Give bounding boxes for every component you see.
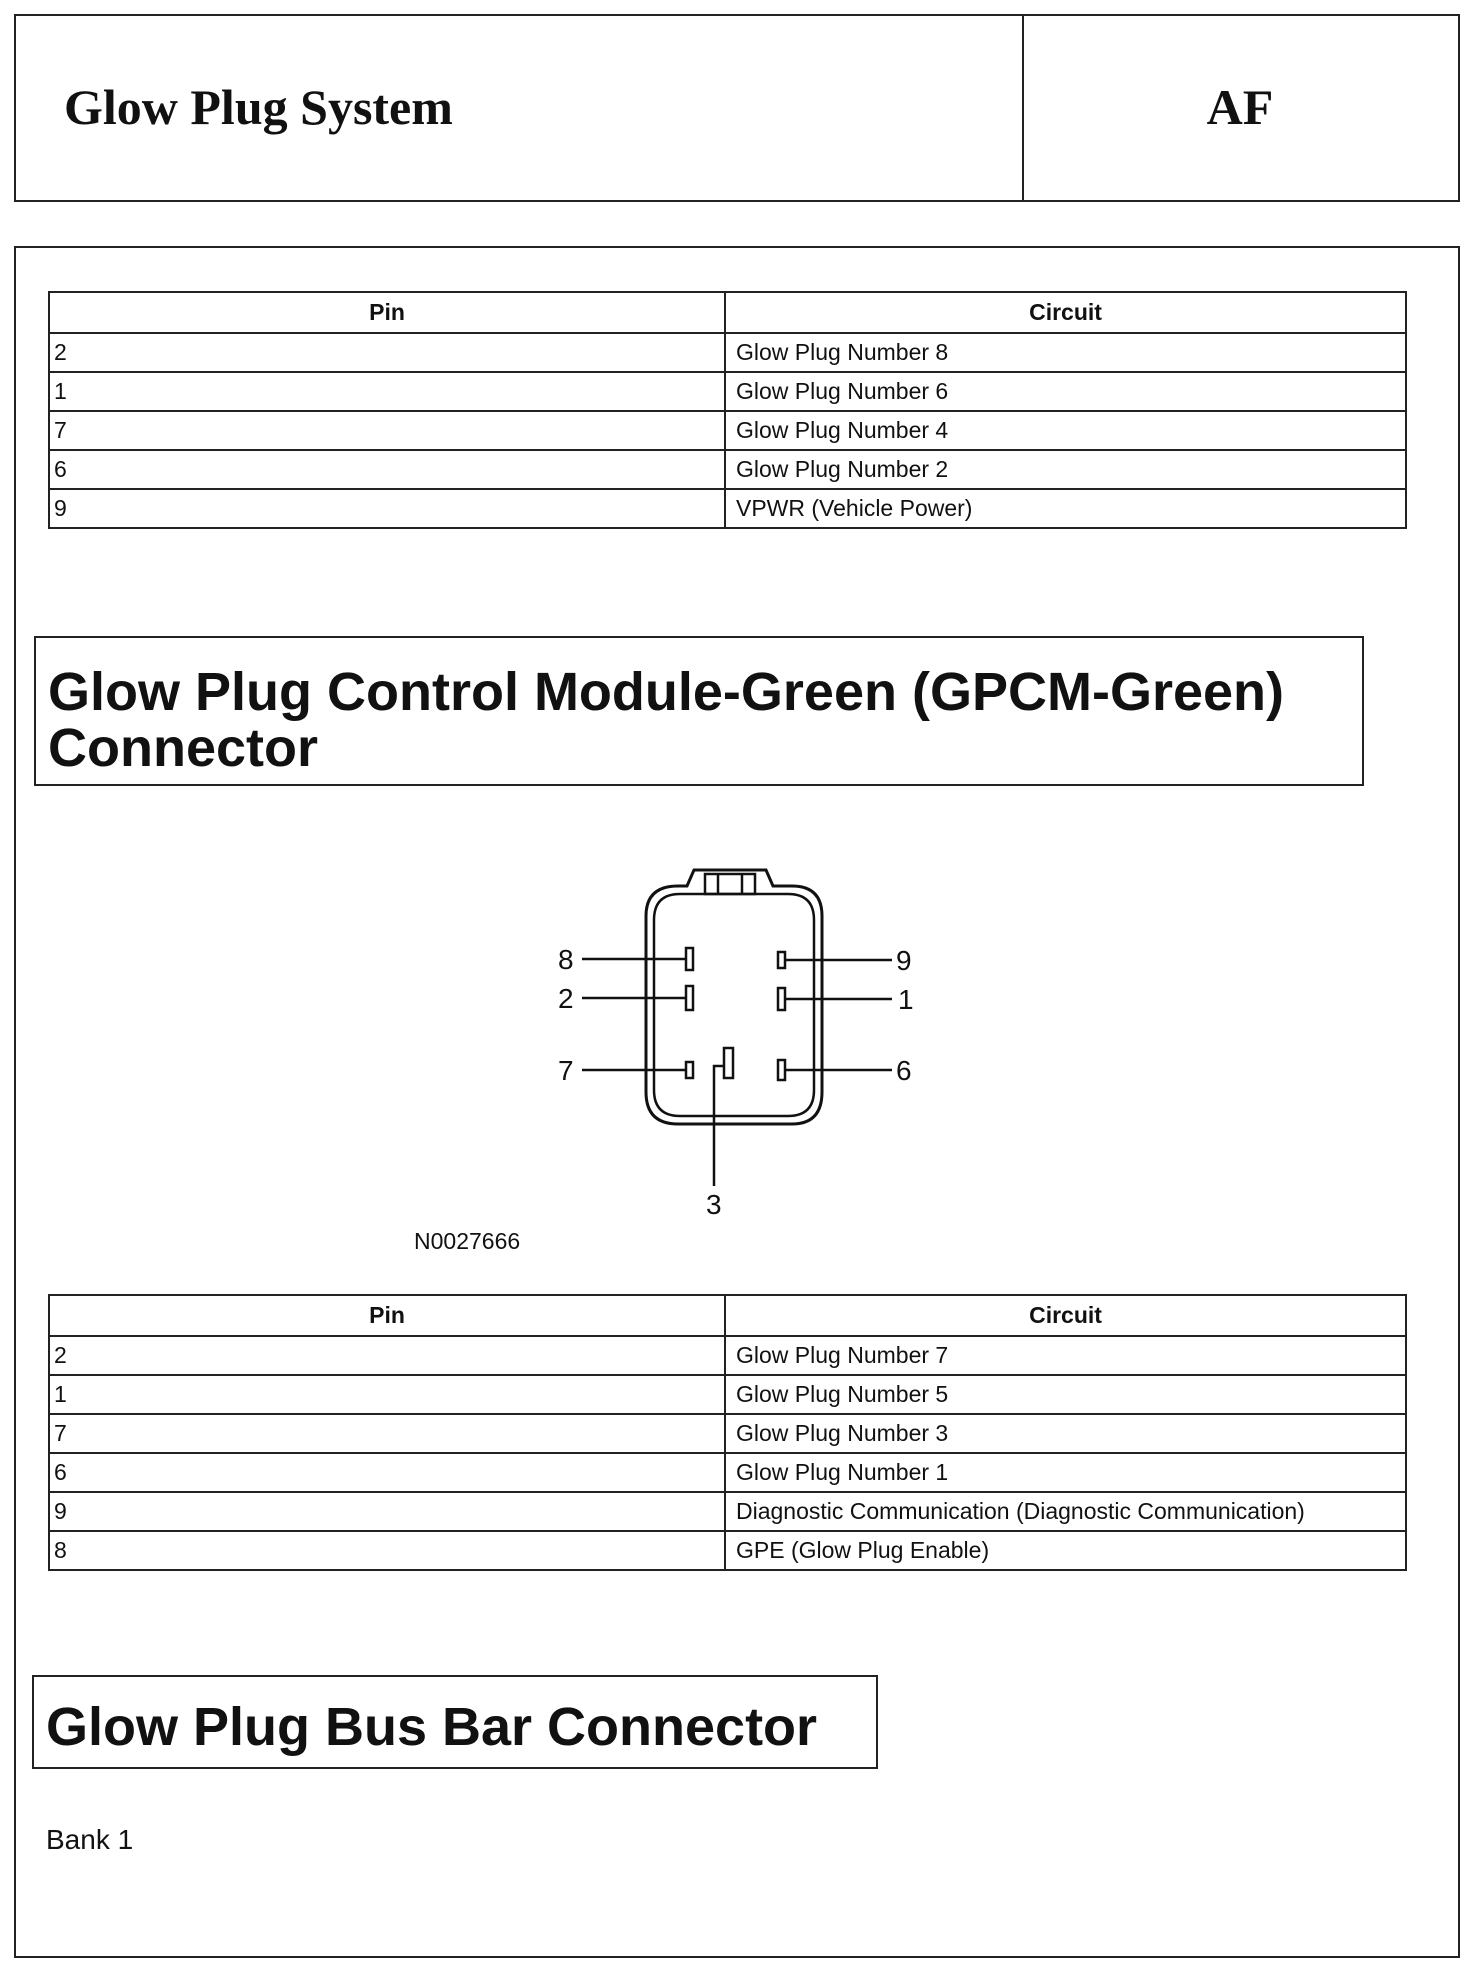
circuit-cell: Glow Plug Number 7 <box>725 1336 1406 1375</box>
table-row <box>49 450 1406 489</box>
table-row <box>49 1492 1406 1531</box>
table-row <box>49 1336 1406 1375</box>
table-row <box>49 372 1406 411</box>
circuit-cell: Glow Plug Number 4 <box>725 411 1406 450</box>
section-code: AF <box>1206 79 1274 135</box>
leader-pin-3 <box>714 1066 724 1186</box>
pin-table-1 <box>48 291 1407 529</box>
circuit-cell: Glow Plug Number 5 <box>725 1375 1406 1414</box>
connector-diagram <box>540 868 940 1224</box>
terminal-pin-2 <box>686 986 693 1010</box>
terminal-pin-9 <box>778 952 785 968</box>
pin-table-2 <box>48 1294 1407 1571</box>
section-heading-line-2: Connector <box>48 718 318 778</box>
table-row <box>49 411 1406 450</box>
circuit-cell: Glow Plug Number 2 <box>725 450 1406 489</box>
pin-cell: 8 <box>49 1531 725 1570</box>
table-row <box>49 1531 1406 1570</box>
pin-label-1: 1 <box>898 984 914 1015</box>
section-heading-text: Glow Plug Bus Bar Connector <box>46 1697 818 1757</box>
bank-label: Bank 1 <box>46 1824 134 1855</box>
circuit-cell: VPWR (Vehicle Power) <box>725 489 1406 528</box>
connector-body-inner <box>654 894 814 1116</box>
column-header-pin: Pin <box>49 1295 725 1336</box>
page-title: Glow Plug System <box>64 79 453 135</box>
table-row <box>49 489 1406 528</box>
column-header-pin: Pin <box>49 292 725 333</box>
pin-cell: 6 <box>49 450 725 489</box>
terminal-pin-1 <box>778 988 785 1010</box>
figure-id: N0027666 <box>414 1228 521 1254</box>
section-heading-line-1: Glow Plug Control Module-Green (GPCM-Green) <box>48 662 1284 722</box>
terminal-pin-8 <box>686 948 693 970</box>
circuit-cell: Glow Plug Number 6 <box>725 372 1406 411</box>
pin-cell: 2 <box>49 1336 725 1375</box>
column-header-circuit: Circuit <box>725 1295 1406 1336</box>
pin-cell: 2 <box>49 333 725 372</box>
pin-cell: 7 <box>49 1414 725 1453</box>
circuit-cell: Glow Plug Number 3 <box>725 1414 1406 1453</box>
page-header <box>14 14 1460 202</box>
table-header-row <box>49 1295 1406 1336</box>
pin-label-2: 2 <box>558 983 574 1014</box>
section-heading-gpcm-green <box>34 636 1364 786</box>
table-row <box>49 1414 1406 1453</box>
pin-cell: 1 <box>49 372 725 411</box>
pin-cell: 9 <box>49 489 725 528</box>
pin-label-7: 7 <box>558 1055 574 1086</box>
pin-label-3: 3 <box>706 1189 722 1220</box>
pin-label-6: 6 <box>896 1055 912 1086</box>
terminal-pin-6 <box>778 1060 785 1080</box>
pin-cell: 7 <box>49 411 725 450</box>
terminal-pin-7 <box>686 1062 693 1078</box>
pin-cell: 9 <box>49 1492 725 1531</box>
section-heading-bus-bar <box>32 1675 878 1769</box>
pin-label-8: 8 <box>558 944 574 975</box>
table-row <box>49 1375 1406 1414</box>
table-row <box>49 333 1406 372</box>
pin-label-9: 9 <box>896 945 912 976</box>
circuit-cell: Glow Plug Number 8 <box>725 333 1406 372</box>
connector-latch <box>705 874 755 894</box>
pin-cell: 1 <box>49 1375 725 1414</box>
column-header-circuit: Circuit <box>725 292 1406 333</box>
table-row <box>49 1453 1406 1492</box>
circuit-cell: Glow Plug Number 1 <box>725 1453 1406 1492</box>
terminal-pin-3 <box>724 1048 733 1078</box>
circuit-cell: Diagnostic Communication (Diagnostic Communication) <box>725 1492 1406 1531</box>
circuit-cell: GPE (Glow Plug Enable) <box>725 1531 1406 1570</box>
table-header-row <box>49 292 1406 333</box>
pin-cell: 6 <box>49 1453 725 1492</box>
